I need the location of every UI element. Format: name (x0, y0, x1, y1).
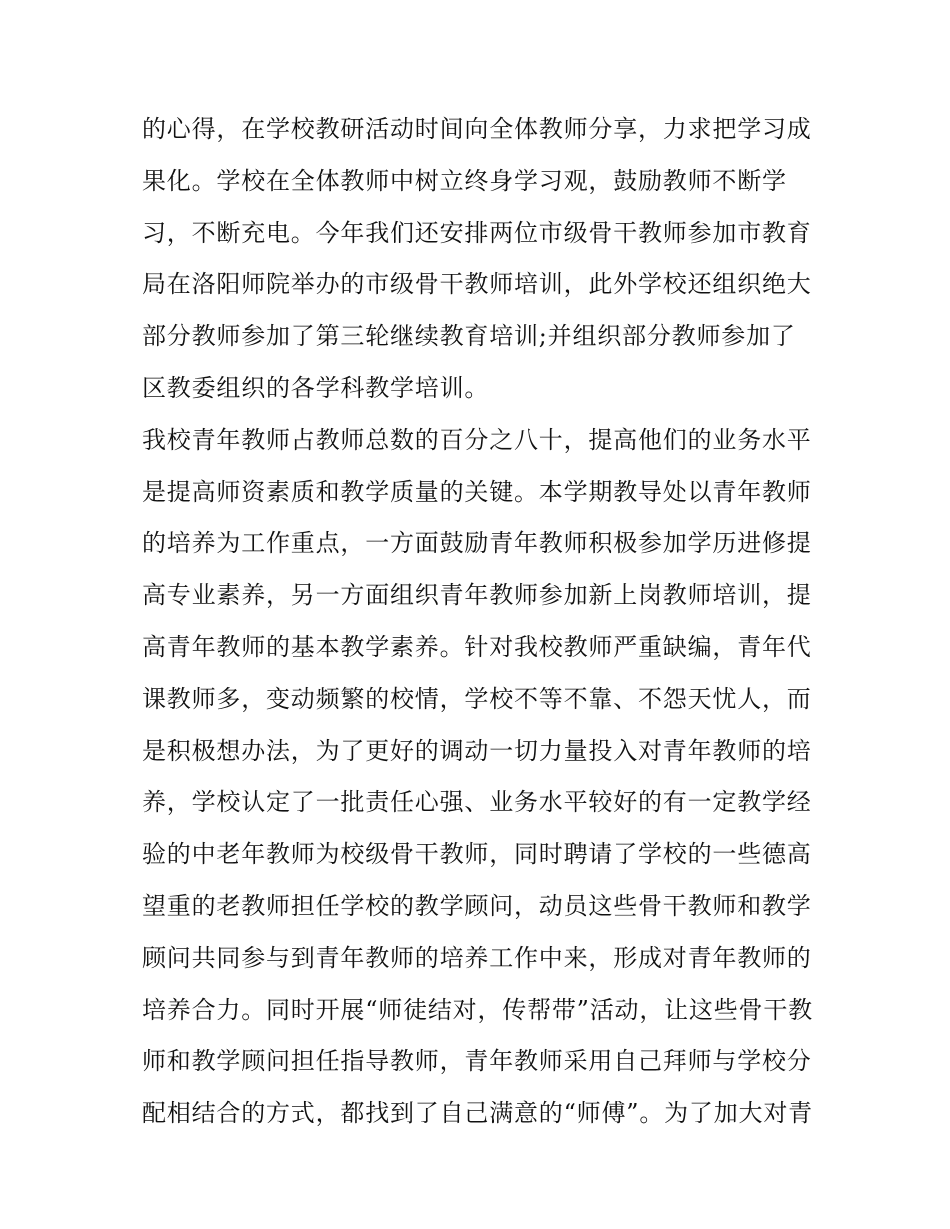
text-line: 高青年教师的基本教学素养。针对我校教师严重缺编，青年代 (142, 632, 812, 661)
text-line: 培养合力。同时开展“师徒结对，传帮带”活动，让这些骨干教 (142, 995, 813, 1024)
text-line: 师和教学顾问担任指导教师，青年教师采用自己拜师与学校分 (142, 1047, 812, 1076)
text-line: 配相结合的方式，都找到了自己满意的“师傅”。为了加大对青 (142, 1099, 813, 1128)
text-line: 课教师多，变动频繁的校情，学校不等不靠、不怨天忧人，而 (142, 684, 812, 713)
text-line: 局在洛阳师院举办的市级骨干教师培训，此外学校还组织绝大 (142, 270, 812, 299)
body-text (142, 104, 822, 1140)
text-line: 部分教师参加了第三轮继续教育培训;并组织部分教师参加了 (142, 322, 796, 351)
text-line: 果化。学校在全体教师中树立终身学习观，鼓励教师不断学 (142, 166, 787, 195)
text-line: 高专业素养，另一方面组织青年教师参加新上岗教师培训，提 (142, 581, 812, 610)
text-line: 习，不断充电。今年我们还安排两位市级骨干教师参加市教育 (142, 218, 812, 247)
text-line: 望重的老教师担任学校的教学顾问，动员这些骨干教师和教学 (142, 891, 812, 920)
text-line: 养，学校认定了一批责任心强、业务水平较好的有一定教学经 (142, 788, 812, 817)
text-line: 验的中老年教师为校级骨干教师，同时聘请了学校的一些德高 (142, 840, 812, 869)
text-line: 顾问共同参与到青年教师的培养工作中来，形成对青年教师的 (142, 943, 812, 972)
text-line: 的培养为工作重点，一方面鼓励青年教师积极参加学历进修提 (142, 529, 812, 558)
text-line: 是积极想办法，为了更好的调动一切力量投入对青年教师的培 (142, 736, 812, 765)
text-line: 我校青年教师占教师总数的百分之八十，提高他们的业务水平 (142, 425, 812, 454)
text-line: 是提高师资素质和教学质量的关键。本学期教导处以青年教师 (142, 477, 812, 506)
text-line: 区教委组织的各学科教学培训。 (142, 373, 490, 402)
text-line: 的心得，在学校教研活动时间向全体教师分享，力求把学习成 (142, 115, 812, 143)
